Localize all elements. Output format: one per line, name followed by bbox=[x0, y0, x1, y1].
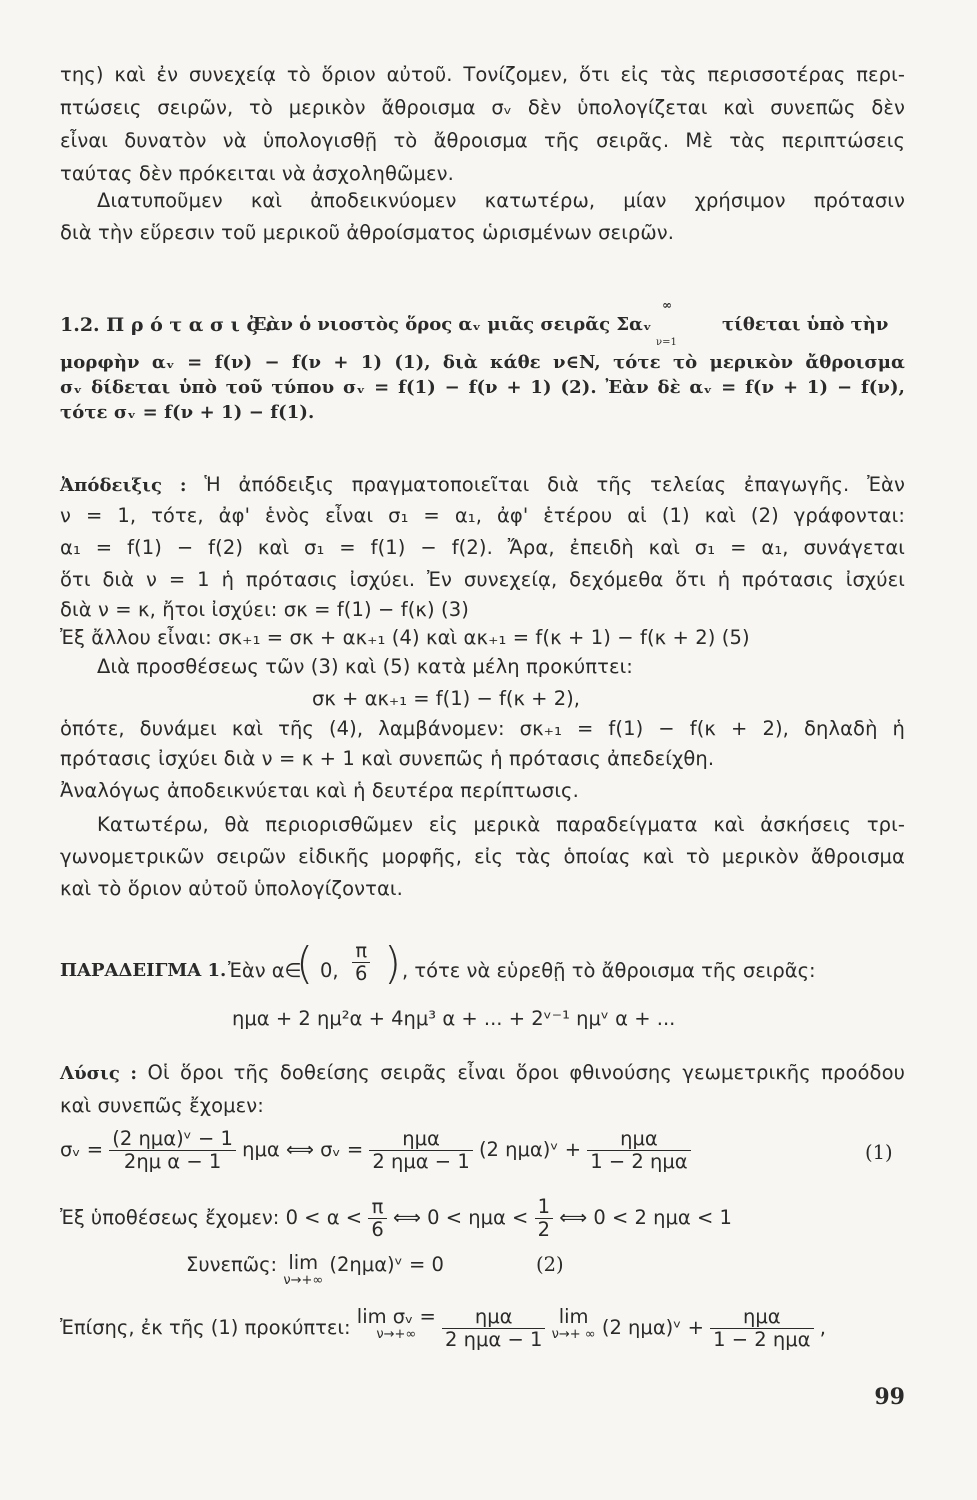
solution-label: Λύσις : bbox=[60, 1063, 138, 1084]
proposition-text: Ἐὰν ὁ νιοστὸς ὅρος αᵥ μιᾶς σειρᾶς Σαᵥ bbox=[250, 314, 652, 335]
proof-line: πρότασις ἰσχύει διὰ ν = κ + 1 καὶ συνεπῶς ἡ πρότασις ἀπεδείχθη. bbox=[60, 747, 715, 770]
equation: σκ + ακ₊₁ = f(1) − f(κ + 2), bbox=[312, 687, 580, 710]
paragraph-line: Διατυποῦμεν καὶ ἀποδεικνύομεν κατωτέρω, μίαν χρήσιμον πρότασιν bbox=[97, 189, 905, 212]
solution-line: καὶ συνεπῶς ἔχομεν: bbox=[60, 1094, 264, 1117]
page-number: 99 bbox=[874, 1384, 905, 1410]
equation-hypothesis: Ἐξ ὑποθέσεως ἔχομεν: 0 < α < $\frac{\pi}{6}$ ⟺ 0 < ημα < $\frac{1}{2}$ ⟺ 0 < 2 ημα < 1 bbox=[60, 1195, 732, 1241]
paragraph-line: της) καὶ ἐν συνεχείᾳ τὸ ὅριον αὐτοῦ. Τονίζομεν, ὅτι εἰς τὰς περισσοτέρας περι- bbox=[60, 63, 905, 86]
left-paren: ( bbox=[296, 938, 314, 989]
equation-tag: (1) bbox=[865, 1141, 893, 1164]
proof-line: ὁπότε, δυνάμει καὶ τῆς (4), λαμβάνομεν: σκ₊₁ = f(1) − f(κ + 2), δηλαδὴ ἡ bbox=[60, 717, 905, 740]
proof-line: ὅτι διὰ ν = 1 ἡ πρότασις ἰσχύει. Ἐν συνεχείᾳ, δεχόμεθα ὅτι ἡ πρότασις ἰσχύει bbox=[60, 568, 905, 591]
solution-line: Λύσις : Οἱ ὅροι τῆς δοθείσης σειρᾶς εἶναι ὅροι φθινούσης γεωμετρικῆς προόδου bbox=[60, 1061, 905, 1084]
sum-lower-limit: ν=1 bbox=[656, 337, 677, 348]
proposition-text: τίθεται ὑπὸ τὴν bbox=[722, 314, 889, 335]
paragraph-line: διὰ τὴν εὕρεσιν τοῦ μερικοῦ ἀθροίσματος ὡρισμένων σειρῶν. bbox=[60, 221, 675, 244]
paragraph-line: ταύτας δὲν πρόκειται νὰ ἀσχοληθῶμεν. bbox=[60, 162, 454, 185]
proof-line: Διὰ προσθέσεως τῶν (3) καὶ (5) κατὰ μέλη προκύπτει: bbox=[97, 655, 633, 678]
paragraph-line: πτώσεις σειρῶν, τὸ μερικὸν ἄθροισμα σᵥ δὲν ὑπολογίζεται καὶ συνεπῶς δὲν bbox=[60, 96, 905, 119]
interval-left: 0, bbox=[320, 959, 339, 982]
proof-line: διὰ ν = κ, ἤτοι ἰσχύει: σκ = f(1) − f(κ) (3) bbox=[60, 598, 469, 621]
proof-label: Ἀπόδειξις : bbox=[60, 475, 187, 496]
proposition-text: σᵥ δίδεται ὑπὸ τοῦ τύπου σᵥ = f(1) − f(ν + 1) (2). Ἐὰν δὲ αᵥ = f(ν + 1) − f(ν), bbox=[60, 377, 905, 398]
right-paren: ) bbox=[384, 938, 402, 989]
equation-tag: (2) bbox=[536, 1253, 564, 1276]
proposition-text: τότε σᵥ = f(ν + 1) − f(1). bbox=[60, 402, 315, 423]
equation-1: σᵥ = $\frac{\text{(2 ημα)ᵛ − 1}}{\text{2ημ α − 1}}$ ημα ⟺ σᵥ = $\frac{\text{ημα}}{\text{2 ημα − 1}}$ (2 ημα)ᵛ + $\frac{\text{ημα}}{\text{1 − 2 ημα}}$ bbox=[60, 1128, 691, 1173]
proposition-title: 1.2. Π ρ ό τ α σ ι ς . bbox=[60, 314, 272, 336]
proposition-text: μορφὴν αᵥ = f(ν) − f(ν + 1) (1), διὰ κάθε ν∈N, τότε τὸ μερικὸν ἄθροισμα bbox=[60, 352, 905, 373]
proof-line: α₁ = f(1) − f(2) καὶ σ₁ = f(1) − f(2). Ἄρα, ἐπειδὴ καὶ σ₁ = α₁, συνάγεται bbox=[60, 536, 905, 559]
proof-line: ν = 1, τότε, ἀφ' ἑνὸς εἶναι σ₁ = α₁, ἀφ' ἑτέρου αἱ (1) καὶ (2) γράφονται: bbox=[60, 504, 905, 527]
paragraph-line: γωνομετρικῶν σειρῶν εἰδικῆς μορφῆς, εἰς τὰς ὁποίας καὶ τὸ μερικὸν ἄθροισμα bbox=[60, 845, 905, 868]
paragraph-line: εἶναι δυνατὸν νὰ ὑπολογισθῇ τὸ ἄθροισμα τῆς σειρᾶς. Μὲ τὰς περιπτώσεις bbox=[60, 129, 905, 152]
proof-line: Ἀπόδειξις : Ἡ ἀπόδειξις πραγματοποιεῖται διὰ τῆς τελείας ἐπαγωγῆς. Ἐὰν bbox=[60, 473, 906, 496]
proof-line: Ἀναλόγως ἀποδεικνύεται καὶ ἡ δευτέρα περίπτωσις. bbox=[60, 779, 579, 802]
equation-final-limit: Ἐπίσης, ἐκ τῆς (1) προκύπτει: lim σᵥ = ν→+∞ $\frac{\text{ημα}}{\text{2 ημα − 1}}$ lim ν→+ ∞ (2 ημα)ᵛ + $\frac{\text{ημα}}{\text{1 − 2 ημα}}$ , bbox=[60, 1305, 826, 1351]
fraction: $\frac{\pi}{6}$ bbox=[352, 940, 370, 985]
proof-line: Ἐξ ἄλλου εἶναι: σκ₊₁ = σκ + ακ₊₁ (4) καὶ ακ₊₁ = f(κ + 1) − f(κ + 2) (5) bbox=[60, 626, 750, 649]
example-title: ΠΑΡΑΔΕΙΓΜΑ 1. bbox=[60, 960, 227, 981]
equation-limit: Συνεπῶς: lim ν→+∞ (2ημα)ᵛ = 0 bbox=[186, 1251, 444, 1288]
series-expression: ημα + 2 ημ²α + 4ημ³ α + ... + 2ᵛ⁻¹ ημᵛ α + ... bbox=[232, 1007, 676, 1030]
paragraph-line: Κατωτέρω, θὰ περιορισθῶμεν εἰς μερικὰ παραδείγματα καὶ ἀσκήσεις τρι- bbox=[97, 813, 905, 836]
example-text: , τότε νὰ εὑρεθῇ τὸ ἄθροισμα τῆς σειρᾶς: bbox=[402, 959, 816, 982]
example-text: Ἐὰν α∈ bbox=[228, 959, 302, 982]
paragraph-line: καὶ τὸ ὅριον αὐτοῦ ὑπολογίζονται. bbox=[60, 877, 403, 900]
sum-upper-limit: ∞ bbox=[662, 298, 672, 312]
